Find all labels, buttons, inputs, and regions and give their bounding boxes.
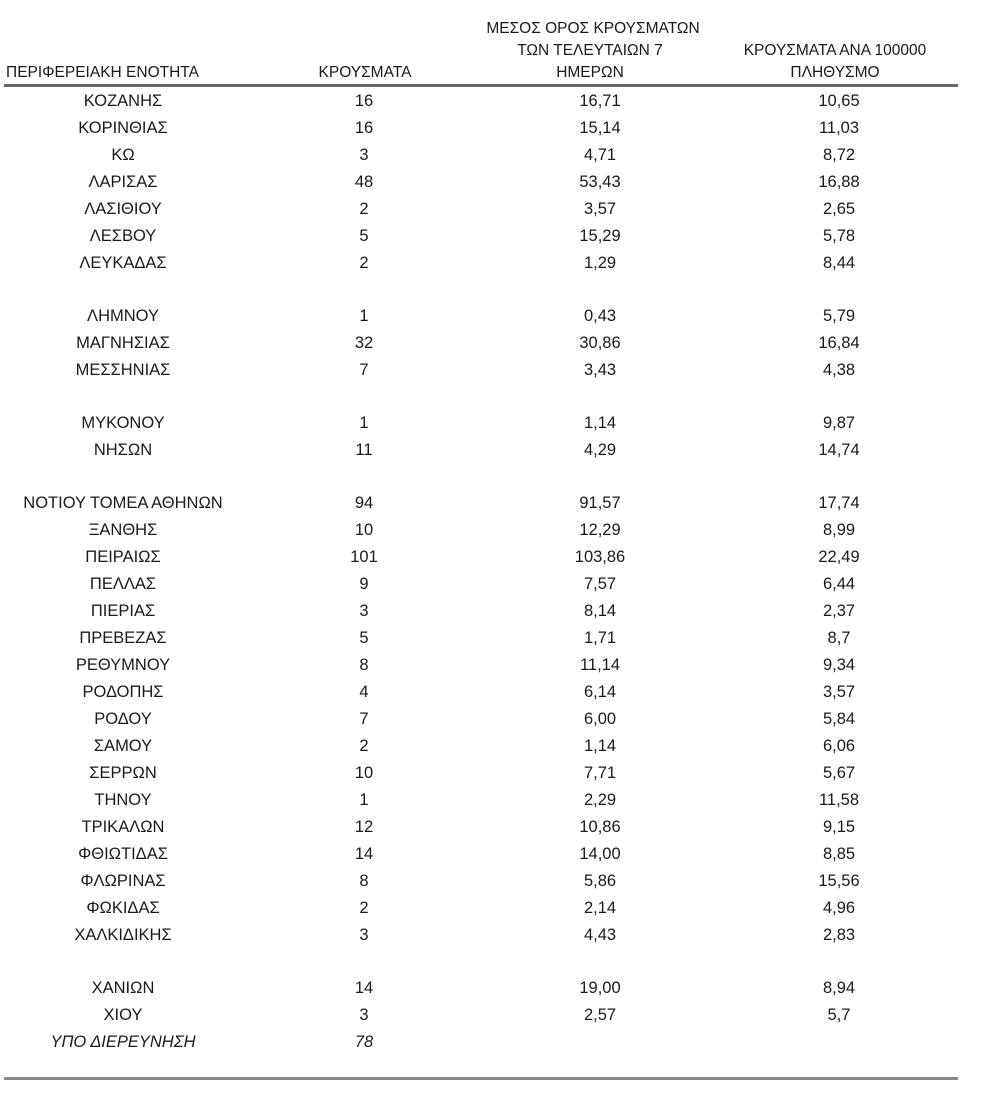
table-row — [0, 303, 960, 330]
cell-cases: 48 — [354, 173, 374, 191]
cell-region: ΧΑΝΙΩΝ — [91, 979, 155, 997]
header-per100k-line1: ΚΡΟΥΣΜΑΤΑ ΑΝΑ 100000 — [743, 42, 927, 59]
table-row — [0, 760, 960, 787]
cell-per100k: 5,7 — [827, 1006, 851, 1024]
header-cases: ΚΡΟΥΣΜΑΤΑ — [318, 64, 412, 81]
cell-per100k: 5,84 — [822, 710, 856, 728]
table-row — [0, 679, 960, 706]
cell-avg7: 4,71 — [583, 146, 617, 164]
cell-region: ΦΘΙΩΤΙΔΑΣ — [78, 845, 168, 863]
cell-per100k: 17,74 — [818, 494, 860, 512]
cell-per100k: 15,56 — [818, 872, 860, 890]
cell-per100k: 11,58 — [818, 791, 860, 809]
cell-per100k: 3,57 — [822, 683, 856, 701]
cell-region: ΝΗΣΩΝ — [93, 441, 153, 459]
cell-avg7: 0,43 — [583, 307, 617, 325]
cell-cases: 10 — [354, 521, 374, 539]
cell-avg7: 6,14 — [583, 683, 617, 701]
cell-avg7: 6,00 — [583, 710, 617, 728]
cell-per100k: 6,44 — [822, 575, 856, 593]
cell-per100k: 16,84 — [818, 334, 860, 352]
header-avg7-line1: ΜΕΣΟΣ ΟΡΟΣ ΚΡΟΥΣΜΑΤΩΝ — [486, 20, 700, 37]
cell-avg7: 103,86 — [574, 548, 626, 566]
cell-cases: 3 — [359, 146, 369, 164]
table-row — [0, 895, 960, 922]
cell-per100k: 2,37 — [822, 602, 856, 620]
table-body — [0, 88, 960, 1056]
table-row — [0, 250, 960, 277]
cell-region: ΦΛΩΡΙΝΑΣ — [80, 872, 166, 890]
cell-cases: 1 — [359, 791, 369, 809]
header-per100k-line2: ΠΛΗΘΥΣΜΟ — [790, 64, 880, 81]
cell-avg7: 15,14 — [579, 119, 621, 137]
table-header — [0, 0, 960, 86]
cell-per100k: 2,65 — [822, 200, 856, 218]
table-row — [0, 1029, 960, 1056]
cell-per100k: 4,38 — [822, 361, 856, 379]
cell-region: ΥΠΟ ΔΙΕΡΕΥΝΗΣΗ — [50, 1033, 196, 1051]
cell-cases: 1 — [359, 414, 369, 432]
cell-avg7: 7,71 — [583, 764, 617, 782]
cell-region: ΜΥΚΟΝΟΥ — [81, 414, 165, 432]
table-row — [0, 88, 960, 115]
table-row — [0, 787, 960, 814]
cell-region: ΠΙΕΡΙΑΣ — [90, 602, 156, 620]
cell-region: ΦΩΚΙΔΑΣ — [86, 899, 160, 917]
table-row — [0, 1002, 960, 1029]
cell-avg7: 1,14 — [583, 414, 617, 432]
table-row — [0, 571, 960, 598]
table-row — [0, 868, 960, 895]
cell-cases: 2 — [359, 200, 369, 218]
table-row — [0, 625, 960, 652]
cell-per100k: 11,03 — [818, 119, 860, 137]
cell-per100k: 14,74 — [818, 441, 860, 459]
cell-per100k: 5,78 — [822, 227, 856, 245]
cell-cases: 1 — [359, 307, 369, 325]
row-spacer — [0, 277, 960, 303]
table-row — [0, 652, 960, 679]
cell-per100k: 5,67 — [822, 764, 856, 782]
footer-divider — [4, 1077, 958, 1080]
cell-per100k: 8,7 — [827, 629, 851, 647]
cell-region: ΧΙΟΥ — [103, 1006, 143, 1024]
cell-avg7: 4,29 — [583, 441, 617, 459]
cell-avg7: 19,00 — [579, 979, 621, 997]
cell-cases: 2 — [359, 254, 369, 272]
cell-cases: 8 — [359, 872, 369, 890]
cell-avg7: 12,29 — [579, 521, 621, 539]
cell-per100k: 9,15 — [822, 818, 856, 836]
cell-avg7: 8,14 — [583, 602, 617, 620]
header-divider — [4, 84, 958, 87]
cell-avg7: 11,14 — [579, 656, 621, 674]
cell-cases: 78 — [354, 1033, 374, 1051]
cell-cases: 14 — [354, 845, 374, 863]
cell-region: ΛΕΥΚΑΔΑΣ — [79, 254, 167, 272]
table-row — [0, 169, 960, 196]
row-spacer — [0, 464, 960, 490]
cell-avg7: 2,57 — [583, 1006, 617, 1024]
cell-cases: 11 — [355, 441, 373, 459]
cell-cases: 10 — [354, 764, 374, 782]
cell-region: ΠΕΛΛΑΣ — [89, 575, 157, 593]
cell-per100k: 8,85 — [822, 845, 856, 863]
header-avg7-line2: ΤΩΝ ΤΕΛΕΥΤΑΙΩΝ 7 — [517, 42, 663, 59]
table-row — [0, 517, 960, 544]
cell-cases: 2 — [359, 737, 369, 755]
cell-avg7: 53,43 — [579, 173, 621, 191]
table-row — [0, 410, 960, 437]
table-row — [0, 733, 960, 760]
cell-avg7: 30,86 — [579, 334, 621, 352]
cell-cases: 16 — [354, 92, 374, 110]
header-avg7 — [470, 18, 710, 84]
cell-avg7: 91,57 — [579, 494, 621, 512]
cell-per100k: 5,79 — [822, 307, 856, 325]
cell-cases: 5 — [359, 227, 369, 245]
cell-cases: 3 — [359, 602, 369, 620]
cell-region: ΣΑΜΟΥ — [93, 737, 153, 755]
cell-avg7: 14,00 — [579, 845, 621, 863]
cell-per100k: 8,94 — [822, 979, 856, 997]
cell-cases: 14 — [354, 979, 374, 997]
cell-avg7: 1,14 — [583, 737, 617, 755]
table-row — [0, 115, 960, 142]
cell-per100k: 8,44 — [822, 254, 856, 272]
cell-avg7: 2,29 — [583, 791, 617, 809]
cell-per100k: 2,83 — [822, 926, 856, 944]
cell-avg7: 1,71 — [583, 629, 617, 647]
cell-cases: 3 — [359, 926, 369, 944]
cell-cases: 5 — [359, 629, 369, 647]
cell-per100k: 10,65 — [818, 92, 860, 110]
header-region: ΠΕΡΙΦΕΡΕΙΑΚΗ ΕΝΟΤΗΤΑ — [6, 64, 199, 81]
cell-cases: 7 — [359, 361, 369, 379]
cell-cases: 12 — [354, 818, 374, 836]
table-row — [0, 490, 960, 517]
table-row — [0, 142, 960, 169]
cell-avg7: 5,86 — [583, 872, 617, 890]
cell-region: ΝΟΤΙΟΥ ΤΟΜΕΑ ΑΘΗΝΩΝ — [23, 494, 223, 512]
cell-region: ΡΟΔΟΠΗΣ — [82, 683, 164, 701]
cell-cases: 16 — [354, 119, 374, 137]
cell-region: ΠΡΕΒΕΖΑΣ — [79, 629, 167, 647]
table-row — [0, 922, 960, 949]
cell-avg7: 2,14 — [583, 899, 617, 917]
header-per100k — [700, 40, 970, 84]
cell-region: ΛΕΣΒΟΥ — [89, 227, 157, 245]
table-row — [0, 544, 960, 571]
row-spacer — [0, 949, 960, 975]
cell-region: ΠΕΙΡΑΙΩΣ — [85, 548, 161, 566]
cell-cases: 2 — [359, 899, 369, 917]
table-row — [0, 196, 960, 223]
cell-region: ΛΗΜΝΟΥ — [87, 307, 159, 325]
cell-avg7: 3,43 — [583, 361, 617, 379]
cell-region: ΚΟΡΙΝΘΙΑΣ — [78, 119, 168, 137]
cell-per100k: 9,87 — [822, 414, 856, 432]
cell-cases: 94 — [354, 494, 374, 512]
cell-cases: 7 — [359, 710, 369, 728]
row-spacer — [0, 384, 960, 410]
table-row — [0, 841, 960, 868]
cell-cases: 4 — [359, 683, 369, 701]
cell-region: ΚΟΖΑΝΗΣ — [83, 92, 163, 110]
cell-region: ΜΕΣΣΗΝΙΑΣ — [75, 361, 171, 379]
cell-region: ΤΗΝΟΥ — [94, 791, 152, 809]
table-row — [0, 975, 960, 1002]
cell-per100k: 6,06 — [822, 737, 856, 755]
table-row — [0, 706, 960, 733]
cell-cases: 3 — [359, 1006, 369, 1024]
table-row — [0, 814, 960, 841]
cell-avg7: 4,43 — [583, 926, 617, 944]
cell-region: ΚΩ — [111, 146, 135, 164]
cell-region: ΡΟΔΟΥ — [94, 710, 152, 728]
cell-per100k: 9,34 — [822, 656, 856, 674]
header-avg7-line3: ΗΜΕΡΩΝ — [556, 64, 624, 81]
cell-per100k: 8,99 — [822, 521, 856, 539]
cell-per100k: 16,88 — [818, 173, 860, 191]
cell-region: ΛΑΣΙΘΙΟΥ — [84, 200, 162, 218]
cell-per100k: 22,49 — [818, 548, 860, 566]
cell-region: ΤΡΙΚΑΛΩΝ — [81, 818, 165, 836]
cell-cases: 8 — [359, 656, 369, 674]
cell-region: ΡΕΘΥΜΝΟΥ — [75, 656, 171, 674]
cell-avg7: 3,57 — [583, 200, 617, 218]
cell-region: ΧΑΛΚΙΔΙΚΗΣ — [74, 926, 172, 944]
cell-per100k: 4,96 — [822, 899, 856, 917]
cell-cases: 9 — [359, 575, 369, 593]
table-row — [0, 437, 960, 464]
cell-region: ΣΕΡΡΩΝ — [89, 764, 157, 782]
cell-avg7: 1,29 — [583, 254, 617, 272]
cell-per100k: 8,72 — [822, 146, 856, 164]
cell-region: ΛΑΡΙΣΑΣ — [88, 173, 158, 191]
cell-region: ΞΑΝΘΗΣ — [88, 521, 158, 539]
cell-avg7: 15,29 — [579, 227, 621, 245]
cell-region: ΜΑΓΝΗΣΙΑΣ — [76, 334, 170, 352]
cell-cases: 32 — [354, 334, 374, 352]
cell-avg7: 10,86 — [579, 818, 621, 836]
cell-avg7: 16,71 — [579, 92, 621, 110]
cell-avg7: 7,57 — [583, 575, 617, 593]
table-row — [0, 223, 960, 250]
table-row — [0, 330, 960, 357]
cell-cases: 101 — [350, 548, 378, 566]
table-row — [0, 598, 960, 625]
table-row — [0, 357, 960, 384]
